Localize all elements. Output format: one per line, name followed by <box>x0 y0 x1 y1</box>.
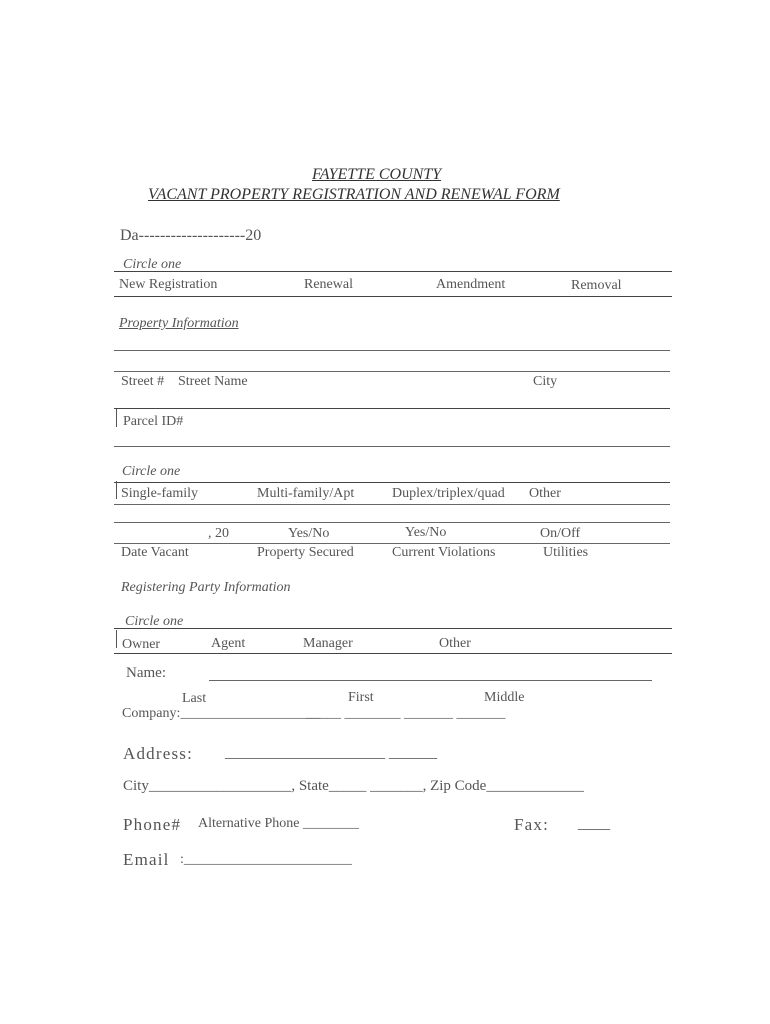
registration-circle-label: Circle one <box>123 257 182 272</box>
type-other[interactable]: Other <box>529 486 561 501</box>
email-label: Email <box>123 850 170 869</box>
name-last: Last <box>182 691 207 706</box>
parcel-id-label: Parcel ID# <box>123 414 184 429</box>
role-manager[interactable]: Manager <box>303 636 353 651</box>
status-top-line <box>114 522 670 523</box>
registering-party-heading: Registering Party Information <box>121 580 291 595</box>
company-blank-tail[interactable]: _____ ________ _______ _______ <box>306 706 506 721</box>
role-bottom-line <box>114 653 672 654</box>
property-line-4 <box>114 446 670 447</box>
property-line-2 <box>114 371 670 372</box>
company-field[interactable]: Company:____________________ <box>122 706 321 721</box>
option-removal[interactable]: Removal <box>571 278 622 293</box>
date-vacant-label: Date Vacant <box>121 545 189 560</box>
parcel-marker <box>116 409 117 427</box>
city-label: City <box>533 374 558 389</box>
utilities-label: Utilities <box>543 545 589 560</box>
role-top-line <box>114 628 672 629</box>
current-violations-value: Yes/No <box>405 525 447 540</box>
option-amendment[interactable]: Amendment <box>436 277 506 292</box>
fax-blank[interactable]: ____ <box>578 815 610 832</box>
registration-bottom-line <box>114 296 672 297</box>
property-secured-label: Property Secured <box>257 545 354 560</box>
role-agent[interactable]: Agent <box>211 636 246 651</box>
type-single-family[interactable]: Single-family <box>121 486 198 501</box>
option-renewal[interactable]: Renewal <box>304 277 353 292</box>
property-secured-value: Yes/No <box>288 526 330 541</box>
phone-label: Phone# <box>123 815 182 834</box>
email-blank[interactable]: :________________________ <box>180 852 352 867</box>
date-line: Da--------------------20 <box>120 227 262 244</box>
option-new-registration[interactable]: New Registration <box>119 277 218 292</box>
name-middle: Middle <box>484 690 525 705</box>
property-info-heading: Property Information <box>119 316 239 331</box>
type-multi-family[interactable]: Multi-family/Apt <box>257 486 355 501</box>
street-number-label: Street # <box>121 374 165 389</box>
role-marker <box>116 630 117 648</box>
role-circle-label: Circle one <box>125 614 184 629</box>
property-type-top-line <box>114 482 670 483</box>
county-title: FAYETTE COUNTY <box>312 166 442 183</box>
fax-label: Fax: <box>514 815 550 834</box>
property-type-bottom-line <box>114 504 670 505</box>
name-blank[interactable] <box>209 680 652 681</box>
name-first: First <box>348 690 374 705</box>
address-label: Address: <box>123 744 194 763</box>
property-line-3 <box>114 408 670 409</box>
alternative-phone-field[interactable]: Alternative Phone ________ <box>198 816 359 831</box>
city-state-zip-field[interactable]: City___________________, State_____ _______, Zip Code_____________ <box>123 778 584 794</box>
type-duplex[interactable]: Duplex/triplex/quad <box>392 486 505 501</box>
property-line-1 <box>114 350 670 351</box>
utilities-value: On/Off <box>540 526 581 541</box>
current-violations-label: Current Violations <box>392 545 496 560</box>
property-type-circle-label: Circle one <box>122 464 181 479</box>
form-title: VACANT PROPERTY REGISTRATION AND RENEWAL FORM <box>148 186 560 203</box>
date-vacant-value: , 20 <box>208 526 229 541</box>
registration-top-line <box>114 271 672 272</box>
status-middle-line <box>114 543 670 544</box>
role-other[interactable]: Other <box>439 636 471 651</box>
property-type-marker <box>116 481 117 499</box>
street-name-label: Street Name <box>178 374 248 389</box>
name-label: Name: <box>126 665 166 681</box>
address-blank[interactable]: ____________________ ______ <box>225 744 437 761</box>
role-owner[interactable]: Owner <box>122 637 161 652</box>
